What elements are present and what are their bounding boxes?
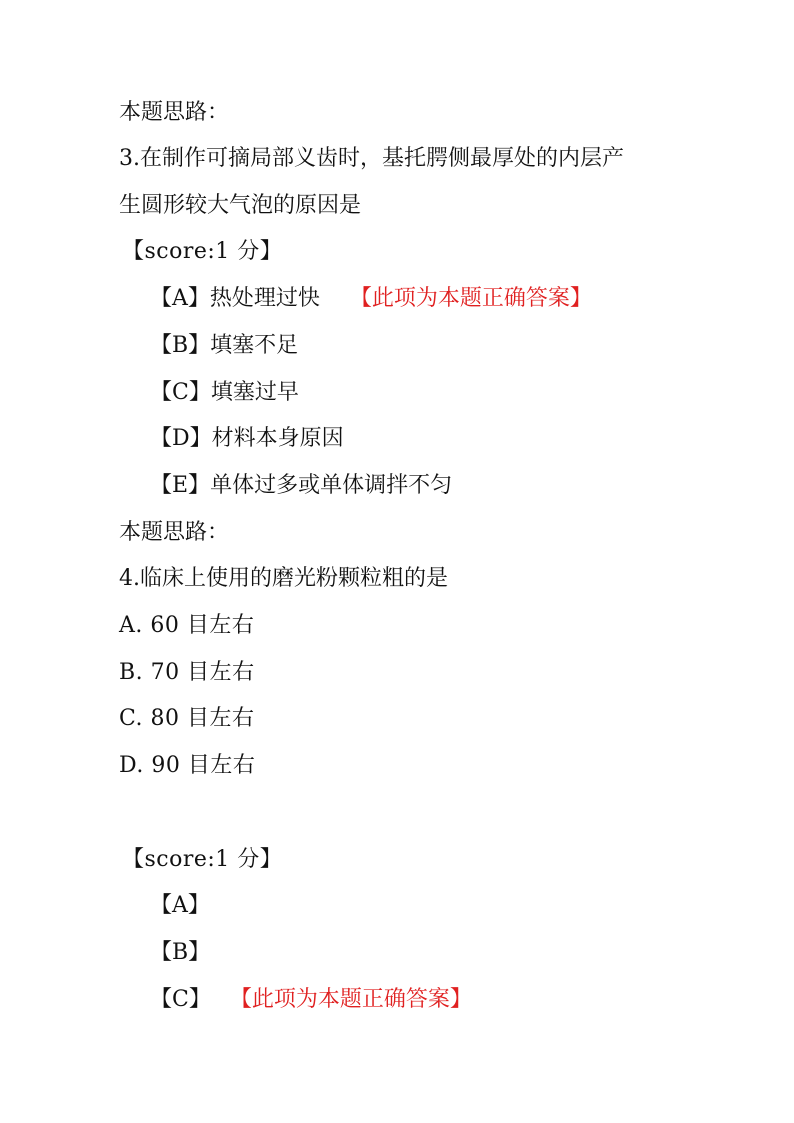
question-3-option-e bbox=[150, 471, 452, 501]
question-4-option-c bbox=[150, 985, 472, 1015]
option-letter: 【A】 bbox=[150, 286, 210, 311]
option-letter: 【E】 bbox=[150, 473, 211, 498]
question-3-stem-line2: 生圆形较大气泡的原因是 bbox=[119, 193, 362, 218]
question-3-option-c bbox=[150, 378, 299, 408]
option-text: 填塞过早 bbox=[210, 380, 299, 405]
analysis-label-q2: 本题思路： bbox=[119, 100, 230, 125]
option-text: 材料本身原因 bbox=[211, 426, 344, 451]
question-4-option-b bbox=[150, 938, 210, 968]
question-3-stem-line1: 3.在制作可摘局部义齿时，基托腭侧最厚处的内层产 bbox=[119, 146, 624, 171]
question-3-option-b bbox=[150, 331, 298, 361]
question-4-stem: 4.临床上使用的磨光粉颗粒粗的是 bbox=[119, 566, 448, 591]
option-text: 热处理过快 bbox=[209, 286, 320, 311]
question-4-choice-d: D. 90 目左右 bbox=[119, 753, 256, 778]
option-letter: 【C】 bbox=[150, 987, 211, 1012]
option-text: 填塞不足 bbox=[210, 333, 299, 358]
correct-answer-tag: 【此项为本题正确答案】 bbox=[240, 987, 472, 1012]
correct-answer-tag: 【此项为本题正确答案】 bbox=[349, 286, 592, 311]
question-3-option-d bbox=[150, 424, 344, 454]
question-4-choice-c: C. 80 目左右 bbox=[119, 706, 255, 731]
question-4-option-a bbox=[150, 891, 210, 921]
question-4-score: 【score:1 分】 bbox=[122, 847, 283, 872]
option-letter: 【A】 bbox=[150, 893, 210, 918]
question-4-choice-a: A. 60 目左右 bbox=[119, 613, 255, 638]
question-3-option-a bbox=[150, 284, 592, 314]
analysis-label-q3: 本题思路： bbox=[119, 520, 230, 545]
option-letter: 【B】 bbox=[150, 940, 211, 965]
option-text: 单体过多或单体调拌不匀 bbox=[210, 473, 453, 498]
option-letter: 【C】 bbox=[150, 380, 211, 405]
option-letter: 【B】 bbox=[150, 333, 211, 358]
option-letter: 【D】 bbox=[150, 426, 212, 451]
question-3-score: 【score:1 分】 bbox=[122, 239, 283, 264]
question-4-choice-b: B. 70 目左右 bbox=[119, 660, 255, 685]
